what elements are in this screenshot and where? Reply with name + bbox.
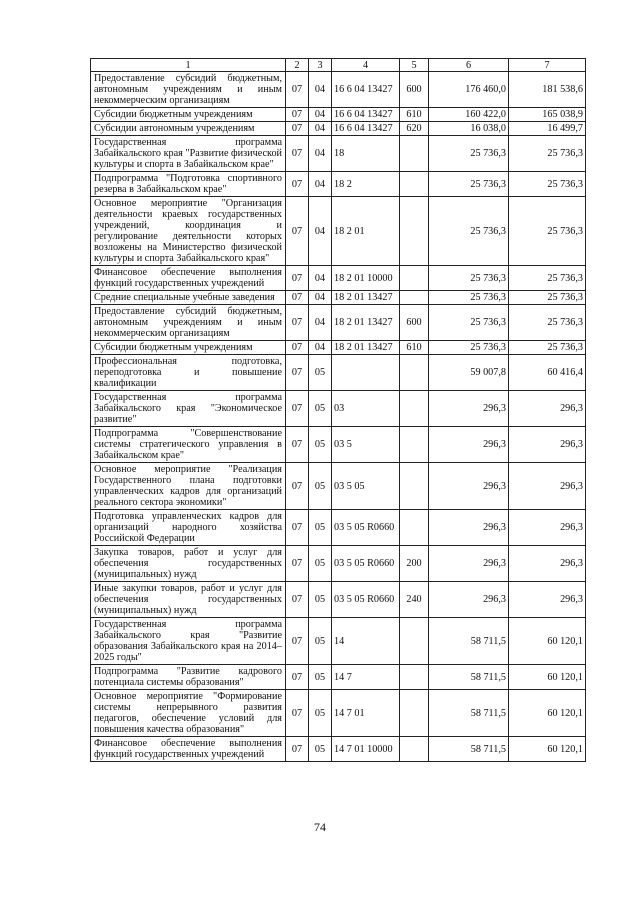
row-amount-year2: 25 736,3 — [509, 291, 586, 305]
row-amount-year2: 296,3 — [509, 391, 586, 427]
page-number: 74 — [314, 820, 326, 834]
row-description: Подпрограмма "Развитие кадрового потенциала системы образования" — [91, 665, 286, 690]
row-expense-type — [400, 510, 429, 546]
table-row — [91, 618, 586, 665]
row-target-code: 16 6 04 13427 — [332, 122, 400, 136]
row-amount-year1: 25 736,3 — [429, 266, 509, 291]
row-target-code: 16 6 04 13427 — [332, 108, 400, 122]
row-amount-year2: 296,3 — [509, 510, 586, 546]
row-amount-year2: 296,3 — [509, 546, 586, 582]
row-amount-year2: 60 416,4 — [509, 355, 586, 391]
row-expense-type: 240 — [400, 582, 429, 618]
row-expense-type — [400, 690, 429, 737]
table-row — [91, 172, 586, 197]
row-target-code: 03 5 05 R0660 — [332, 582, 400, 618]
row-target-code: 03 5 05 R0660 — [332, 546, 400, 582]
column-header: 5 — [400, 59, 429, 72]
table-row — [91, 108, 586, 122]
row-amount-year2: 296,3 — [509, 582, 586, 618]
row-section: 07 — [286, 582, 309, 618]
row-target-code: 14 7 — [332, 665, 400, 690]
row-amount-year2: 16 499,7 — [509, 122, 586, 136]
row-expense-type — [400, 172, 429, 197]
table-row — [91, 305, 586, 341]
row-subsection: 05 — [309, 510, 332, 546]
table-row — [91, 391, 586, 427]
row-description: Субсидии бюджетным учреждениям — [91, 341, 286, 355]
row-target-code: 03 5 05 R0660 — [332, 510, 400, 546]
row-subsection: 04 — [309, 72, 332, 108]
row-expense-type: 200 — [400, 546, 429, 582]
row-target-code: 18 — [332, 136, 400, 172]
row-expense-type — [400, 665, 429, 690]
row-expense-type — [400, 136, 429, 172]
table-row — [91, 463, 586, 510]
row-target-code: 03 5 05 — [332, 463, 400, 510]
row-amount-year1: 25 736,3 — [429, 305, 509, 341]
table-row — [91, 341, 586, 355]
row-section: 07 — [286, 197, 309, 266]
row-section: 07 — [286, 341, 309, 355]
row-target-code — [332, 355, 400, 391]
row-target-code: 18 2 01 10000 — [332, 266, 400, 291]
row-target-code: 18 2 01 13427 — [332, 341, 400, 355]
table-row — [91, 510, 586, 546]
row-amount-year1: 296,3 — [429, 582, 509, 618]
column-header: 1 — [91, 59, 286, 72]
table-row — [91, 690, 586, 737]
row-description: Предоставление субсидий бюджетным, автономным учреждениям и иным некоммерческим организациям — [91, 305, 286, 341]
row-subsection: 04 — [309, 305, 332, 341]
row-description: Основное мероприятие "Реализация Государственного плана подготовки управленческих кадров для организаций реального сектора экономики" — [91, 463, 286, 510]
row-section: 07 — [286, 108, 309, 122]
row-expense-type: 600 — [400, 305, 429, 341]
row-subsection: 04 — [309, 136, 332, 172]
row-description: Подготовка управленческих кадров для организаций народного хозяйства Российской Федерации — [91, 510, 286, 546]
column-header: 7 — [509, 59, 586, 72]
row-amount-year2: 60 120,1 — [509, 618, 586, 665]
row-expense-type: 610 — [400, 341, 429, 355]
row-expense-type: 610 — [400, 108, 429, 122]
column-header: 6 — [429, 59, 509, 72]
row-section: 07 — [286, 391, 309, 427]
row-section: 07 — [286, 172, 309, 197]
row-description: Государственная программа Забайкальского края "Экономическое развитие" — [91, 391, 286, 427]
row-section: 07 — [286, 305, 309, 341]
row-amount-year2: 60 120,1 — [509, 690, 586, 737]
row-description: Государственная программа Забайкальского края "Развитие физической культуры и спорта в Забайкальском крае" — [91, 136, 286, 172]
row-amount-year2: 296,3 — [509, 463, 586, 510]
row-description: Основное мероприятие "Организация деятельности краевых государственных учреждений, координация и регулирование деятельности которых возложены на Министерство физической культуры и спорта Забайкальского края" — [91, 197, 286, 266]
row-section: 07 — [286, 546, 309, 582]
row-expense-type — [400, 355, 429, 391]
row-amount-year1: 25 736,3 — [429, 197, 509, 266]
row-amount-year1: 25 736,3 — [429, 136, 509, 172]
row-subsection: 04 — [309, 341, 332, 355]
table-body — [91, 72, 586, 762]
row-amount-year1: 160 422,0 — [429, 108, 509, 122]
row-amount-year1: 58 711,5 — [429, 618, 509, 665]
row-amount-year2: 296,3 — [509, 427, 586, 463]
row-amount-year2: 25 736,3 — [509, 266, 586, 291]
row-subsection: 05 — [309, 391, 332, 427]
row-amount-year1: 58 711,5 — [429, 665, 509, 690]
row-section: 07 — [286, 737, 309, 762]
row-amount-year1: 296,3 — [429, 510, 509, 546]
row-target-code: 16 6 04 13427 — [332, 72, 400, 108]
table-row — [91, 546, 586, 582]
row-amount-year2: 25 736,3 — [509, 305, 586, 341]
row-expense-type: 620 — [400, 122, 429, 136]
row-section: 07 — [286, 665, 309, 690]
row-amount-year1: 25 736,3 — [429, 341, 509, 355]
row-expense-type — [400, 291, 429, 305]
row-amount-year1: 296,3 — [429, 463, 509, 510]
row-target-code: 14 — [332, 618, 400, 665]
row-target-code: 18 2 01 13427 — [332, 305, 400, 341]
row-amount-year1: 58 711,5 — [429, 690, 509, 737]
table-row — [91, 197, 586, 266]
column-header: 2 — [286, 59, 309, 72]
table-header-row — [91, 59, 586, 72]
row-subsection: 04 — [309, 197, 332, 266]
row-subsection: 05 — [309, 618, 332, 665]
row-amount-year2: 60 120,1 — [509, 737, 586, 762]
row-subsection: 05 — [309, 665, 332, 690]
row-target-code: 14 7 01 10000 — [332, 737, 400, 762]
row-amount-year1: 25 736,3 — [429, 291, 509, 305]
row-amount-year1: 176 460,0 — [429, 72, 509, 108]
row-subsection: 04 — [309, 172, 332, 197]
row-target-code: 14 7 01 — [332, 690, 400, 737]
row-section: 07 — [286, 510, 309, 546]
row-amount-year2: 181 538,6 — [509, 72, 586, 108]
row-description: Основное мероприятие "Формирование системы непрерывного развития педагогов, обеспечение условий для повышения качества образования" — [91, 690, 286, 737]
table-row — [91, 266, 586, 291]
row-subsection: 05 — [309, 690, 332, 737]
table-row — [91, 665, 586, 690]
table-row — [91, 291, 586, 305]
row-description: Подпрограмма "Совершенствование системы стратегического управления в Забайкальском крае" — [91, 427, 286, 463]
row-section: 07 — [286, 618, 309, 665]
row-amount-year2: 165 038,9 — [509, 108, 586, 122]
row-amount-year1: 59 007,8 — [429, 355, 509, 391]
row-expense-type — [400, 391, 429, 427]
row-amount-year1: 16 038,0 — [429, 122, 509, 136]
row-expense-type — [400, 618, 429, 665]
row-target-code: 03 5 — [332, 427, 400, 463]
row-amount-year2: 25 736,3 — [509, 197, 586, 266]
row-amount-year1: 296,3 — [429, 546, 509, 582]
row-description: Иные закупки товаров, работ и услуг для обеспечения государственных (муниципальных) нужд — [91, 582, 286, 618]
row-amount-year1: 296,3 — [429, 427, 509, 463]
row-section: 07 — [286, 72, 309, 108]
row-expense-type: 600 — [400, 72, 429, 108]
row-amount-year2: 25 736,3 — [509, 172, 586, 197]
row-amount-year2: 60 120,1 — [509, 665, 586, 690]
row-subsection: 05 — [309, 737, 332, 762]
row-description: Финансовое обеспечение выполнения функций государственных учреждений — [91, 737, 286, 762]
row-description: Государственная программа Забайкальского края "Развитие образования Забайкальского края на 2014–2025 годы" — [91, 618, 286, 665]
row-subsection: 05 — [309, 546, 332, 582]
row-subsection: 05 — [309, 355, 332, 391]
row-expense-type — [400, 197, 429, 266]
row-amount-year1: 58 711,5 — [429, 737, 509, 762]
row-expense-type — [400, 266, 429, 291]
row-amount-year1: 25 736,3 — [429, 172, 509, 197]
table-row — [91, 582, 586, 618]
row-target-code: 18 2 01 — [332, 197, 400, 266]
row-section: 07 — [286, 136, 309, 172]
row-subsection: 05 — [309, 582, 332, 618]
row-section: 07 — [286, 291, 309, 305]
table-row — [91, 355, 586, 391]
row-expense-type — [400, 427, 429, 463]
table-row — [91, 136, 586, 172]
row-description: Профессиональная подготовка, переподготовка и повышение квалификации — [91, 355, 286, 391]
row-expense-type — [400, 737, 429, 762]
row-target-code: 03 — [332, 391, 400, 427]
row-expense-type — [400, 463, 429, 510]
budget-table — [90, 58, 586, 762]
row-section: 07 — [286, 266, 309, 291]
table-row — [91, 72, 586, 108]
row-subsection: 05 — [309, 463, 332, 510]
row-section: 07 — [286, 690, 309, 737]
row-description: Подпрограмма "Подготовка спортивного резерва в Забайкальском крае" — [91, 172, 286, 197]
row-section: 07 — [286, 427, 309, 463]
row-subsection: 04 — [309, 122, 332, 136]
row-subsection: 04 — [309, 108, 332, 122]
row-subsection: 05 — [309, 427, 332, 463]
table-row — [91, 122, 586, 136]
row-section: 07 — [286, 463, 309, 510]
row-subsection: 04 — [309, 266, 332, 291]
row-description: Закупка товаров, работ и услуг для обеспечения государственных (муниципальных) нужд — [91, 546, 286, 582]
row-amount-year2: 25 736,3 — [509, 341, 586, 355]
row-subsection: 04 — [309, 291, 332, 305]
row-description: Предоставление субсидий бюджетным, автономным учреждениям и иным некоммерческим организациям — [91, 72, 286, 108]
row-section: 07 — [286, 122, 309, 136]
column-header: 3 — [309, 59, 332, 72]
table-row — [91, 737, 586, 762]
row-amount-year2: 25 736,3 — [509, 136, 586, 172]
row-description: Субсидии автономным учреждениям — [91, 122, 286, 136]
budget-table-container — [90, 58, 585, 762]
row-amount-year1: 296,3 — [429, 391, 509, 427]
row-section: 07 — [286, 355, 309, 391]
row-description: Средние специальные учебные заведения — [91, 291, 286, 305]
row-target-code: 18 2 01 13427 — [332, 291, 400, 305]
column-header: 4 — [332, 59, 400, 72]
row-target-code: 18 2 — [332, 172, 400, 197]
row-description: Финансовое обеспечение выполнения функций государственных учреждений — [91, 266, 286, 291]
row-description: Субсидии бюджетным учреждениям — [91, 108, 286, 122]
table-row — [91, 427, 586, 463]
